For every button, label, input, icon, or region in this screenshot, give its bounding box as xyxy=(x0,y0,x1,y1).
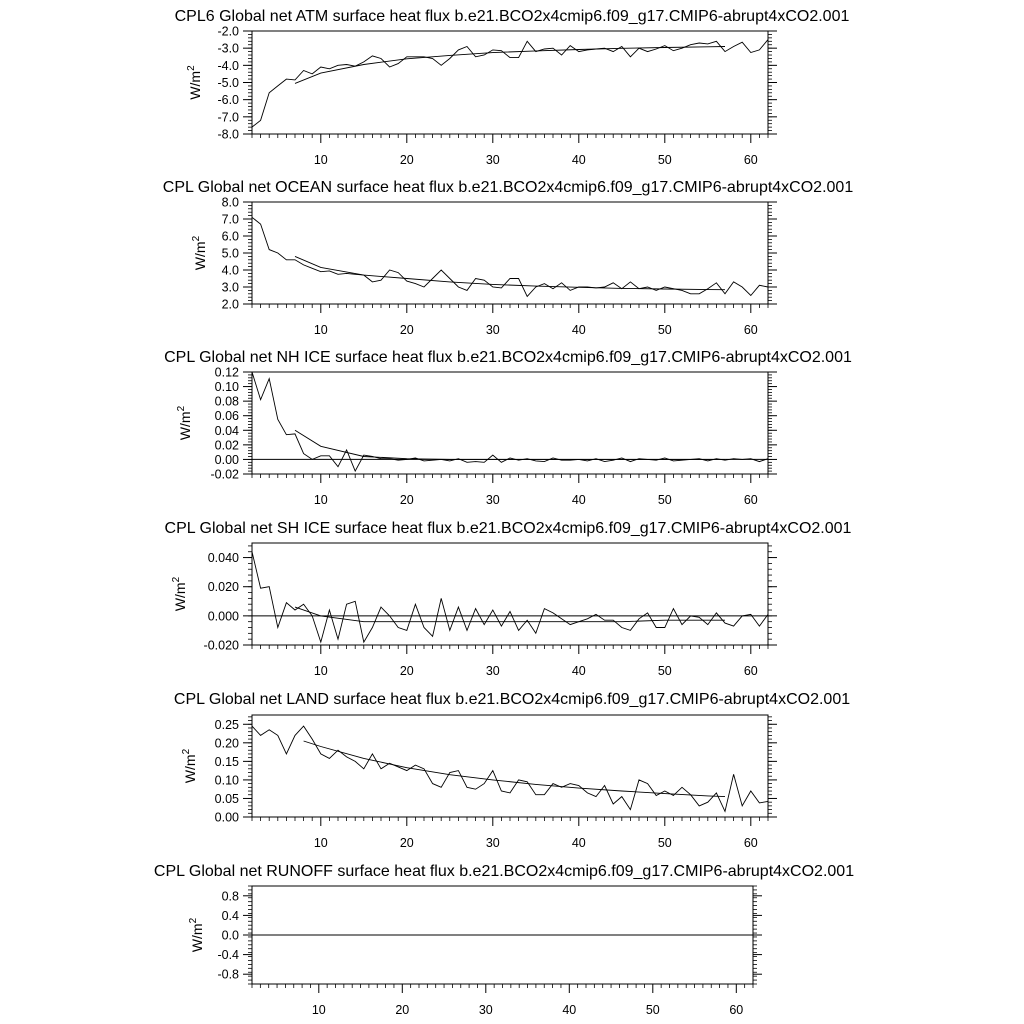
x-tick-label: 60 xyxy=(743,664,758,678)
y-axis-label-exponent: 2 xyxy=(171,576,182,583)
x-tick-label: 60 xyxy=(743,153,758,167)
y-tick-label: 0.040 xyxy=(207,551,239,566)
panel-2 xyxy=(163,179,854,337)
x-tick-label: 40 xyxy=(571,664,586,678)
y-tick-label: 8.0 xyxy=(221,195,239,210)
x-tick-label: 50 xyxy=(657,493,672,507)
y-tick-label: -0.020 xyxy=(203,638,239,653)
y-axis-label-unit: W/m xyxy=(177,411,193,441)
y-tick-label: -3.0 xyxy=(217,41,239,56)
y-tick-label: 0.12 xyxy=(214,365,239,380)
x-tick-label: 40 xyxy=(562,1003,577,1017)
y-axis-label-exponent: 2 xyxy=(176,405,187,412)
y-tick-label: 0.08 xyxy=(214,394,239,409)
x-tick-label: 40 xyxy=(571,153,586,167)
y-tick-label: -0.8 xyxy=(217,967,239,982)
panel-title: CPL Global net RUNOFF surface heat flux b.e21.BCO2x4cmip6.f09_g17.CMIP6-abrupt4xCO2.001 xyxy=(153,863,855,880)
y-tick-label: -0.02 xyxy=(210,467,239,482)
series-line-annual xyxy=(252,552,768,642)
y-tick-label: 5.0 xyxy=(221,246,239,261)
y-tick-label: 0.04 xyxy=(214,423,239,438)
plot-frame xyxy=(252,543,768,645)
y-axis-label-unit: W/m xyxy=(192,241,208,271)
y-tick-label: 0.4 xyxy=(221,908,239,923)
y-axis-label xyxy=(176,405,193,440)
panel-title: CPL Global net SH ICE surface heat flux b.e21.BCO2x4cmip6.f09_g17.CMIP6-abrupt4xCO2.001 xyxy=(164,520,852,537)
panel-title: CPL Global net OCEAN surface heat flux b.e21.BCO2x4cmip6.f09_g17.CMIP6-abrupt4xCO2.001 xyxy=(162,179,854,196)
y-tick-label: 0.10 xyxy=(214,380,239,395)
x-tick-label: 10 xyxy=(313,153,328,167)
x-tick-label: 60 xyxy=(743,493,758,507)
y-tick-label: 3.0 xyxy=(221,280,239,295)
x-tick-label: 10 xyxy=(313,836,328,850)
series-line-smoothed xyxy=(295,256,725,289)
y-tick-label: 0.02 xyxy=(214,438,239,453)
x-tick-label: 20 xyxy=(399,836,414,850)
series-line-smoothed xyxy=(295,607,725,622)
x-tick-label: 10 xyxy=(313,323,328,337)
x-tick-label: 50 xyxy=(657,323,672,337)
x-tick-label: 10 xyxy=(311,1003,326,1017)
x-tick-label: 50 xyxy=(657,153,672,167)
y-tick-label: -8.0 xyxy=(217,127,239,142)
x-tick-label: 60 xyxy=(743,323,758,337)
y-axis-label-unit: W/m xyxy=(189,923,205,953)
y-axis-label-unit: W/m xyxy=(182,754,198,784)
y-tick-label: 0.020 xyxy=(207,580,239,595)
x-tick-label: 50 xyxy=(657,664,672,678)
y-tick-label: 0.00 xyxy=(214,810,239,825)
plot-frame xyxy=(252,31,768,134)
plot-frame xyxy=(252,715,768,817)
y-tick-label: 7.0 xyxy=(221,212,239,227)
series-line-annual xyxy=(252,40,768,128)
y-axis-label-exponent: 2 xyxy=(188,917,199,924)
y-axis-label xyxy=(171,576,188,611)
y-tick-label: 0.05 xyxy=(214,791,239,806)
y-tick-label: 2.0 xyxy=(221,297,239,312)
y-tick-label: 0.10 xyxy=(214,773,239,788)
y-axis-label xyxy=(181,748,198,783)
plot-frame xyxy=(252,202,768,304)
x-tick-label: 30 xyxy=(485,493,500,507)
y-tick-label: 0.000 xyxy=(207,609,239,624)
y-axis-label-exponent: 2 xyxy=(191,235,202,242)
x-tick-label: 20 xyxy=(399,664,414,678)
y-tick-label: -6.0 xyxy=(217,93,239,108)
x-tick-label: 20 xyxy=(399,153,414,167)
y-tick-label: 4.0 xyxy=(221,263,239,278)
x-tick-label: 20 xyxy=(399,323,414,337)
panel-4 xyxy=(165,520,852,678)
y-axis-label xyxy=(186,65,203,100)
y-tick-label: -5.0 xyxy=(217,76,239,90)
x-tick-label: 20 xyxy=(395,1003,410,1017)
x-tick-label: 40 xyxy=(571,836,586,850)
panel-title: CPL Global net NH ICE surface heat flux b.e21.BCO2x4cmip6.f09_g17.CMIP6-abrupt4xCO2.001 xyxy=(164,349,852,366)
x-tick-label: 10 xyxy=(313,493,328,507)
y-axis-label-exponent: 2 xyxy=(186,65,197,71)
x-tick-label: 30 xyxy=(485,323,500,337)
x-tick-label: 30 xyxy=(485,153,500,167)
y-tick-label: 0.25 xyxy=(214,717,239,732)
y-tick-label: -2.0 xyxy=(217,24,239,39)
x-tick-label: 60 xyxy=(743,836,758,850)
panel-6 xyxy=(154,863,854,1017)
x-tick-label: 50 xyxy=(645,1003,660,1017)
panel-title: CPL Global net LAND surface heat flux b.e21.BCO2x4cmip6.f09_g17.CMIP6-abrupt4xCO2.001 xyxy=(173,691,851,708)
x-tick-label: 20 xyxy=(399,493,414,507)
y-axis-label-unit: W/m xyxy=(187,70,203,100)
y-axis-label xyxy=(188,917,205,952)
panel-5 xyxy=(174,691,850,850)
series-line-annual xyxy=(252,726,768,811)
panel-title: CPL6 Global net ATM surface heat flux b.e21.BCO2x4cmip6.f09_g17.CMIP6-abrupt4xCO2.001 xyxy=(174,8,850,25)
panel-1 xyxy=(175,8,850,167)
plot-frame xyxy=(252,372,768,474)
x-tick-label: 10 xyxy=(313,664,328,678)
y-tick-label: 0.0 xyxy=(221,928,239,943)
series-line-annual xyxy=(252,372,768,471)
y-tick-label: -7.0 xyxy=(217,110,239,125)
y-tick-label: -4.0 xyxy=(217,58,239,73)
y-tick-label: 6.0 xyxy=(221,229,239,244)
y-axis-label xyxy=(191,235,208,270)
series-line-annual xyxy=(252,217,768,296)
series-line-smoothed xyxy=(295,430,725,459)
x-tick-label: 60 xyxy=(729,1003,744,1017)
series-line-smoothed xyxy=(295,47,725,84)
y-tick-label: 0.15 xyxy=(214,754,239,769)
x-tick-label: 30 xyxy=(485,664,500,678)
y-tick-label: 0.20 xyxy=(214,736,239,751)
y-tick-label: 0.06 xyxy=(214,409,239,424)
x-tick-label: 40 xyxy=(571,493,586,507)
x-tick-label: 50 xyxy=(657,836,672,850)
y-axis-label-unit: W/m xyxy=(172,582,188,612)
panel-3 xyxy=(164,349,852,507)
series-line-smoothed xyxy=(304,741,725,797)
x-tick-label: 30 xyxy=(478,1003,493,1017)
y-tick-label: -0.4 xyxy=(217,948,239,963)
x-tick-label: 40 xyxy=(571,323,586,337)
y-tick-label: 0.00 xyxy=(214,452,239,467)
x-tick-label: 30 xyxy=(485,836,500,850)
y-tick-label: 0.8 xyxy=(221,889,239,904)
y-axis-label-exponent: 2 xyxy=(181,748,192,755)
